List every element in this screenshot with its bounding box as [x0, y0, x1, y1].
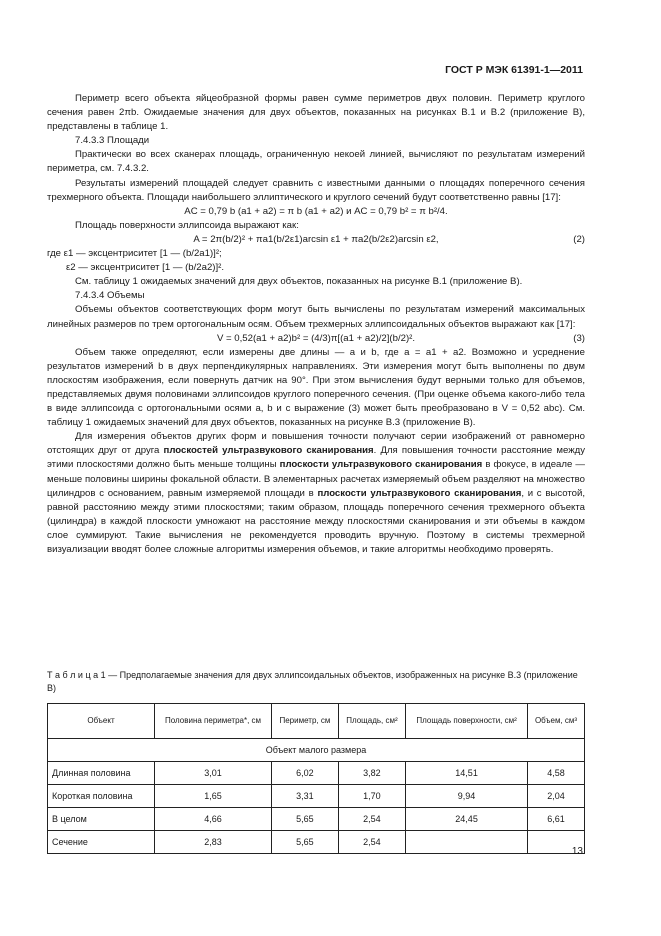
table-cell: 9,94	[406, 785, 528, 808]
table-cell: 3,31	[272, 785, 339, 808]
text-run: , и с высотой, равной расстоянию между этими плоскостями; таким образом, площадь поперечного сечения трехмерного объекта (цилиндра) в каждой плоскости умножают на расстояние между плоскостями сканирования и эти объемы в каждом слое суммируют. Такие вычисления не рекомендуется проводить вручную. Поэтому в системы трехмерной визуализации вводят более сложные алгоритмы измерения объемов, и такие алгоритмы необходимо проверять.	[47, 487, 585, 555]
column-header: Половина периметра*, см	[155, 704, 272, 739]
table-cell: 2,54	[338, 808, 405, 831]
term: плоскостей ультразвукового сканирования	[163, 445, 374, 457]
group-label: Объект малого размера	[48, 739, 585, 762]
text-run: Для измерения объектов других форм и повышения точности получают серии изображений от равномерно отстоящих друг от друга	[47, 431, 585, 457]
document-header: ГОСТ Р МЭК 61391-1—2011	[445, 64, 583, 76]
formula: A = 2π(b/2)² + πa1(b/2ε1)arcsin ε1 + πa2(b/2ε2)arcsin ε2,	[193, 233, 439, 245]
formula-number: (3)	[573, 332, 585, 344]
column-header: Объем, см³	[528, 704, 585, 739]
column-header: Объект	[48, 704, 155, 739]
table-caption: Т а б л и ц а 1 — Предполагаемые значения для двух эллипсоидальных объектов, изображенных на рисунке В.3 (приложение В)	[47, 670, 578, 693]
table-cell: 2,04	[528, 785, 585, 808]
paragraph: Практически во всех сканерах площадь, ограниченную некоей линией, вычисляют по результатам измерений периметра, см. 7.4.3.2.	[47, 149, 585, 175]
formula-number: (2)	[573, 233, 585, 245]
page-number: 13	[571, 846, 583, 857]
table-cell: 14,51	[406, 762, 528, 785]
paragraph: Объем также определяют, если измерены две длины — a и b, где a = a1 + a2. Возможно и усреднение результатов измерений b в двух перпендикулярных направлениях. Эти измерения могут быть выполнены по двум плоскостям изображения, если повернуть датчик на 90°. При этом вычисления будут верными только для объемов, представляемых двумя половинами эллипсоидов круглого поперечного сечения. (При оценке объема какого-либо тела в виде эллипсоида с ортогональными осями a, b и c выражение (3) может быть преобразовано в V = 0,52 abc). См. таблицу 1 ожидаемых значений для двух объектов, показанных на рисунке В.3 (приложение В).	[47, 346, 585, 429]
column-header: Площадь, см²	[338, 704, 405, 739]
formula-row	[47, 332, 585, 346]
paragraph: Результаты измерений площадей следует сравнить с известными данными о площадях поперечного сечения трехмерного объекта. Площади наибольшего эллиптического и круглого сечений будут соответственно равны [17]:	[47, 177, 585, 203]
table-cell: В целом	[48, 808, 155, 831]
paragraph: Периметр всего объекта яйцеобразной формы равен сумме периметров двух половин. Периметр круглого сечения равен 2πb. Ожидаемые значения для двух объектов, показанных на рисунках В.1 и В.2 (приложение В), представлены в таблице 1.	[47, 93, 585, 133]
table-cell: Сечение	[48, 831, 155, 854]
table-cell: 24,45	[406, 808, 528, 831]
table-header-row	[48, 704, 585, 739]
table-cell: 1,70	[338, 785, 405, 808]
data-table	[47, 703, 585, 854]
definition: ε2 — эксцентриситет [1 — (b/2a2)]².	[66, 262, 225, 274]
table-group-row	[48, 739, 585, 762]
section-heading: 7.4.3.4 Объемы	[75, 290, 145, 302]
table-cell: 2,54	[338, 831, 405, 854]
body-text	[47, 92, 585, 557]
table-cell: 5,65	[272, 808, 339, 831]
table-cell: 6,02	[272, 762, 339, 785]
table-cell: 4,66	[155, 808, 272, 831]
table-row	[48, 785, 585, 808]
table-cell: 6,61	[528, 808, 585, 831]
column-header: Периметр, см	[272, 704, 339, 739]
definition: где ε1 — эксцентриситет [1 — (b/2a1)]²;	[47, 248, 222, 260]
table-row	[48, 831, 585, 854]
formula-row	[47, 233, 585, 247]
text-run: в фокусе, в идеале — меньше половины ширины фокальной области. В элементарных расчетах измеряемый объем разделяют на множество цилиндров с основанием, равным измеряемой площади в	[47, 459, 585, 499]
formula: V = 0,52(a1 + a2)b² = (4/3)π[(a1 + a2)/2](b/2)².	[216, 332, 416, 344]
formula-row	[47, 205, 585, 219]
text-run: . Для повышения точности расстояние между этими плоскостями должно быть меньше толщины	[47, 445, 586, 471]
table-cell: Короткая половина	[48, 785, 155, 808]
table-cell: 1,65	[155, 785, 272, 808]
column-header: Площадь поверхности, см²	[406, 704, 528, 739]
table-cell: 3,82	[338, 762, 405, 785]
table-cell: Длинная половина	[48, 762, 155, 785]
table-cell: 2,83	[155, 831, 272, 854]
table-cell: 4,58	[528, 762, 585, 785]
paragraph: См. таблицу 1 ожидаемых значений для двух объектов, показанных на рисунке В.1 (приложение В).	[75, 276, 523, 288]
term: плоскости ультразвукового сканирования	[279, 459, 483, 471]
formula: AC = 0,79 b (a1 + a2) = π b (a1 + a2) и AC = 0,79 b² = π b²/4.	[184, 205, 448, 217]
table-row	[48, 808, 585, 831]
paragraph: Объемы объектов соответствующих форм могут быть вычислены по результатам измерений максимальных линейных размеров по трем ортогональным осям. Объем трехмерных эллипсоидальных объектов выражают как [17]:	[47, 304, 585, 330]
paragraph	[47, 430, 585, 557]
section-heading: 7.4.3.3 Площади	[75, 135, 150, 147]
table-cell	[406, 831, 528, 854]
term: плоскости ультразвукового сканирования	[317, 487, 522, 499]
paragraph: Площадь поверхности эллипсоида выражают как:	[75, 219, 299, 231]
table-cell: 3,01	[155, 762, 272, 785]
table-row	[48, 762, 585, 785]
table-cell: 5,65	[272, 831, 339, 854]
